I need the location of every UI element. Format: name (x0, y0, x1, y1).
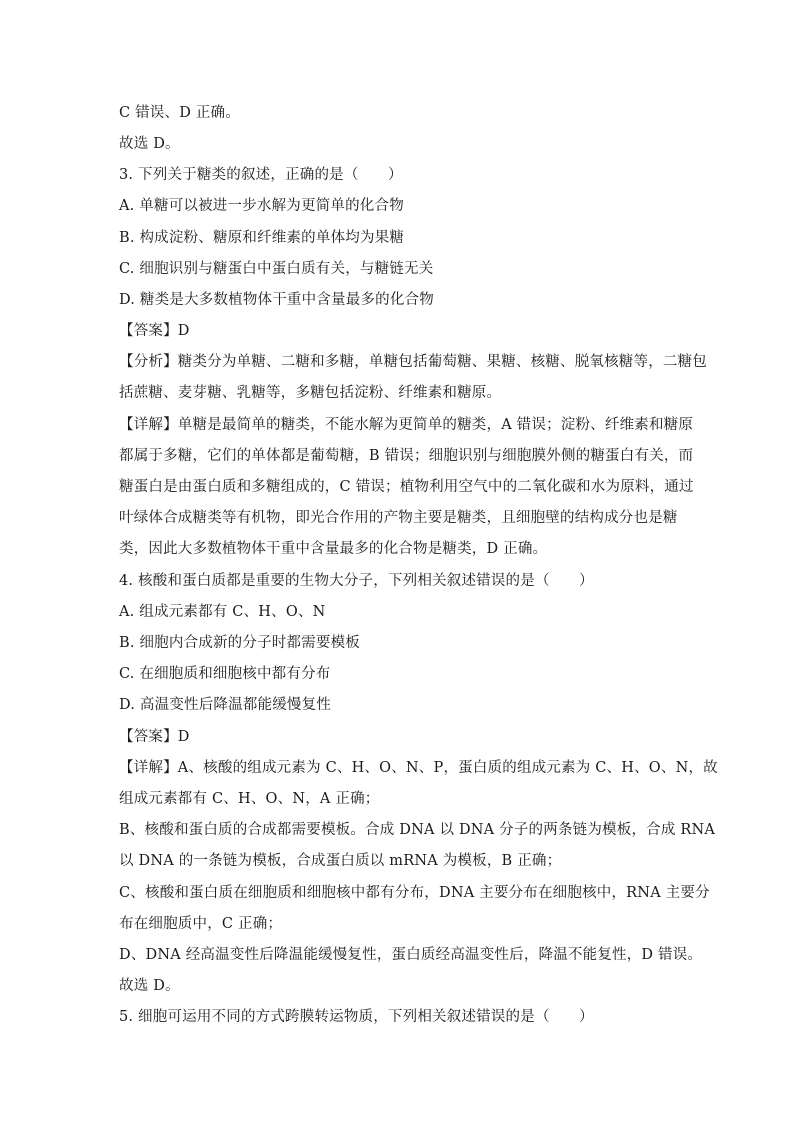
answer: 【答案】D (119, 323, 190, 339)
option-c: C. 细胞识别与糖蛋白中蛋白质有关，与糖链无关 (119, 261, 434, 277)
text-line: 故选 D。 (119, 136, 180, 152)
explanation-line: 组成元素都有 C、H、O、N，A 正确； (119, 791, 380, 807)
option-b: B. 细胞内合成新的分子时都需要模板 (119, 635, 360, 651)
option-a: A. 组成元素都有 C、H、O、N (119, 604, 326, 620)
question-5: 5. 细胞可运用不同的方式跨膜转运物质，下列相关叙述错误的是（ ） (119, 1009, 594, 1025)
option-c: C. 在细胞质和细胞核中都有分布 (119, 666, 331, 682)
explanation-line: 类，因此大多数植物体干重中含量最多的化合物是糖类，D 正确。 (119, 541, 548, 557)
option-d: D. 高温变性后降温都能缓慢复性 (119, 697, 332, 713)
explanation-line: 布在细胞质中，C 正确； (119, 916, 283, 932)
text-line: 故选 D。 (119, 978, 180, 994)
explanation-line: D、DNA 经高温变性后降温能缓慢复性，蛋白质经高温变性后，降温不能复性，D 错误。 (119, 947, 703, 963)
explanation-line: C、核酸和蛋白质在细胞质和细胞核中都有分布，DNA 主要分布在细胞核中，RNA 主要分 (119, 885, 710, 901)
analysis-line: 【分析】糖类分为单糖、二糖和多糖，单糖包括葡萄糖、果糖、核糖、脱氧核糖等，二糖包 (119, 354, 707, 370)
explanation-line: 都属于多糖，它们的单体都是葡萄糖，B 错误；细胞识别与细胞膜外侧的糖蛋白有关，而 (119, 448, 694, 464)
question-3: 3. 下列关于糖类的叙述，正确的是（ ） (119, 167, 403, 183)
explanation-line: 以 DNA 的一条链为模板，合成蛋白质以 mRNA 为模板，B 正确； (119, 853, 562, 869)
explanation-line: 【详解】单糖是最简单的糖类，不能水解为更简单的糖类，A 错误；淀粉、纤维素和糖原 (119, 417, 694, 433)
option-b: B. 构成淀粉、糖原和纤维素的单体均为果糖 (119, 230, 405, 246)
explanation-line: B、核酸和蛋白质的合成都需要模板。合成 DNA 以 DNA 分子的两条链为模板，合成 RNA (119, 822, 716, 838)
explanation-line: 叶绿体合成糖类等有机物，即光合作用的产物主要是糖类，且细胞壁的结构成分也是糖 (119, 510, 678, 526)
analysis-line: 括蔗糖、麦芽糖、乳糖等，多糖包括淀粉、纤维素和糖原。 (119, 385, 502, 401)
explanation-line: 【详解】A、核酸的组成元素为 C、H、O、N、P，蛋白质的组成元素为 C、H、O、N，故 (119, 760, 718, 776)
explanation-line: 糖蛋白是由蛋白质和多糖组成的，C 错误；植物利用空气中的二氧化碳和水为原料，通过 (119, 479, 694, 495)
option-a: A. 单糖可以被进一步水解为更简单的化合物 (119, 198, 404, 214)
question-4: 4. 核酸和蛋白质都是重要的生物大分子，下列相关叙述错误的是（ ） (119, 573, 594, 589)
option-d: D. 糖类是大多数植物体干重中含量最多的化合物 (119, 292, 434, 308)
text-line: C 错误、D 正确。 (119, 105, 240, 121)
answer: 【答案】D (119, 729, 190, 745)
